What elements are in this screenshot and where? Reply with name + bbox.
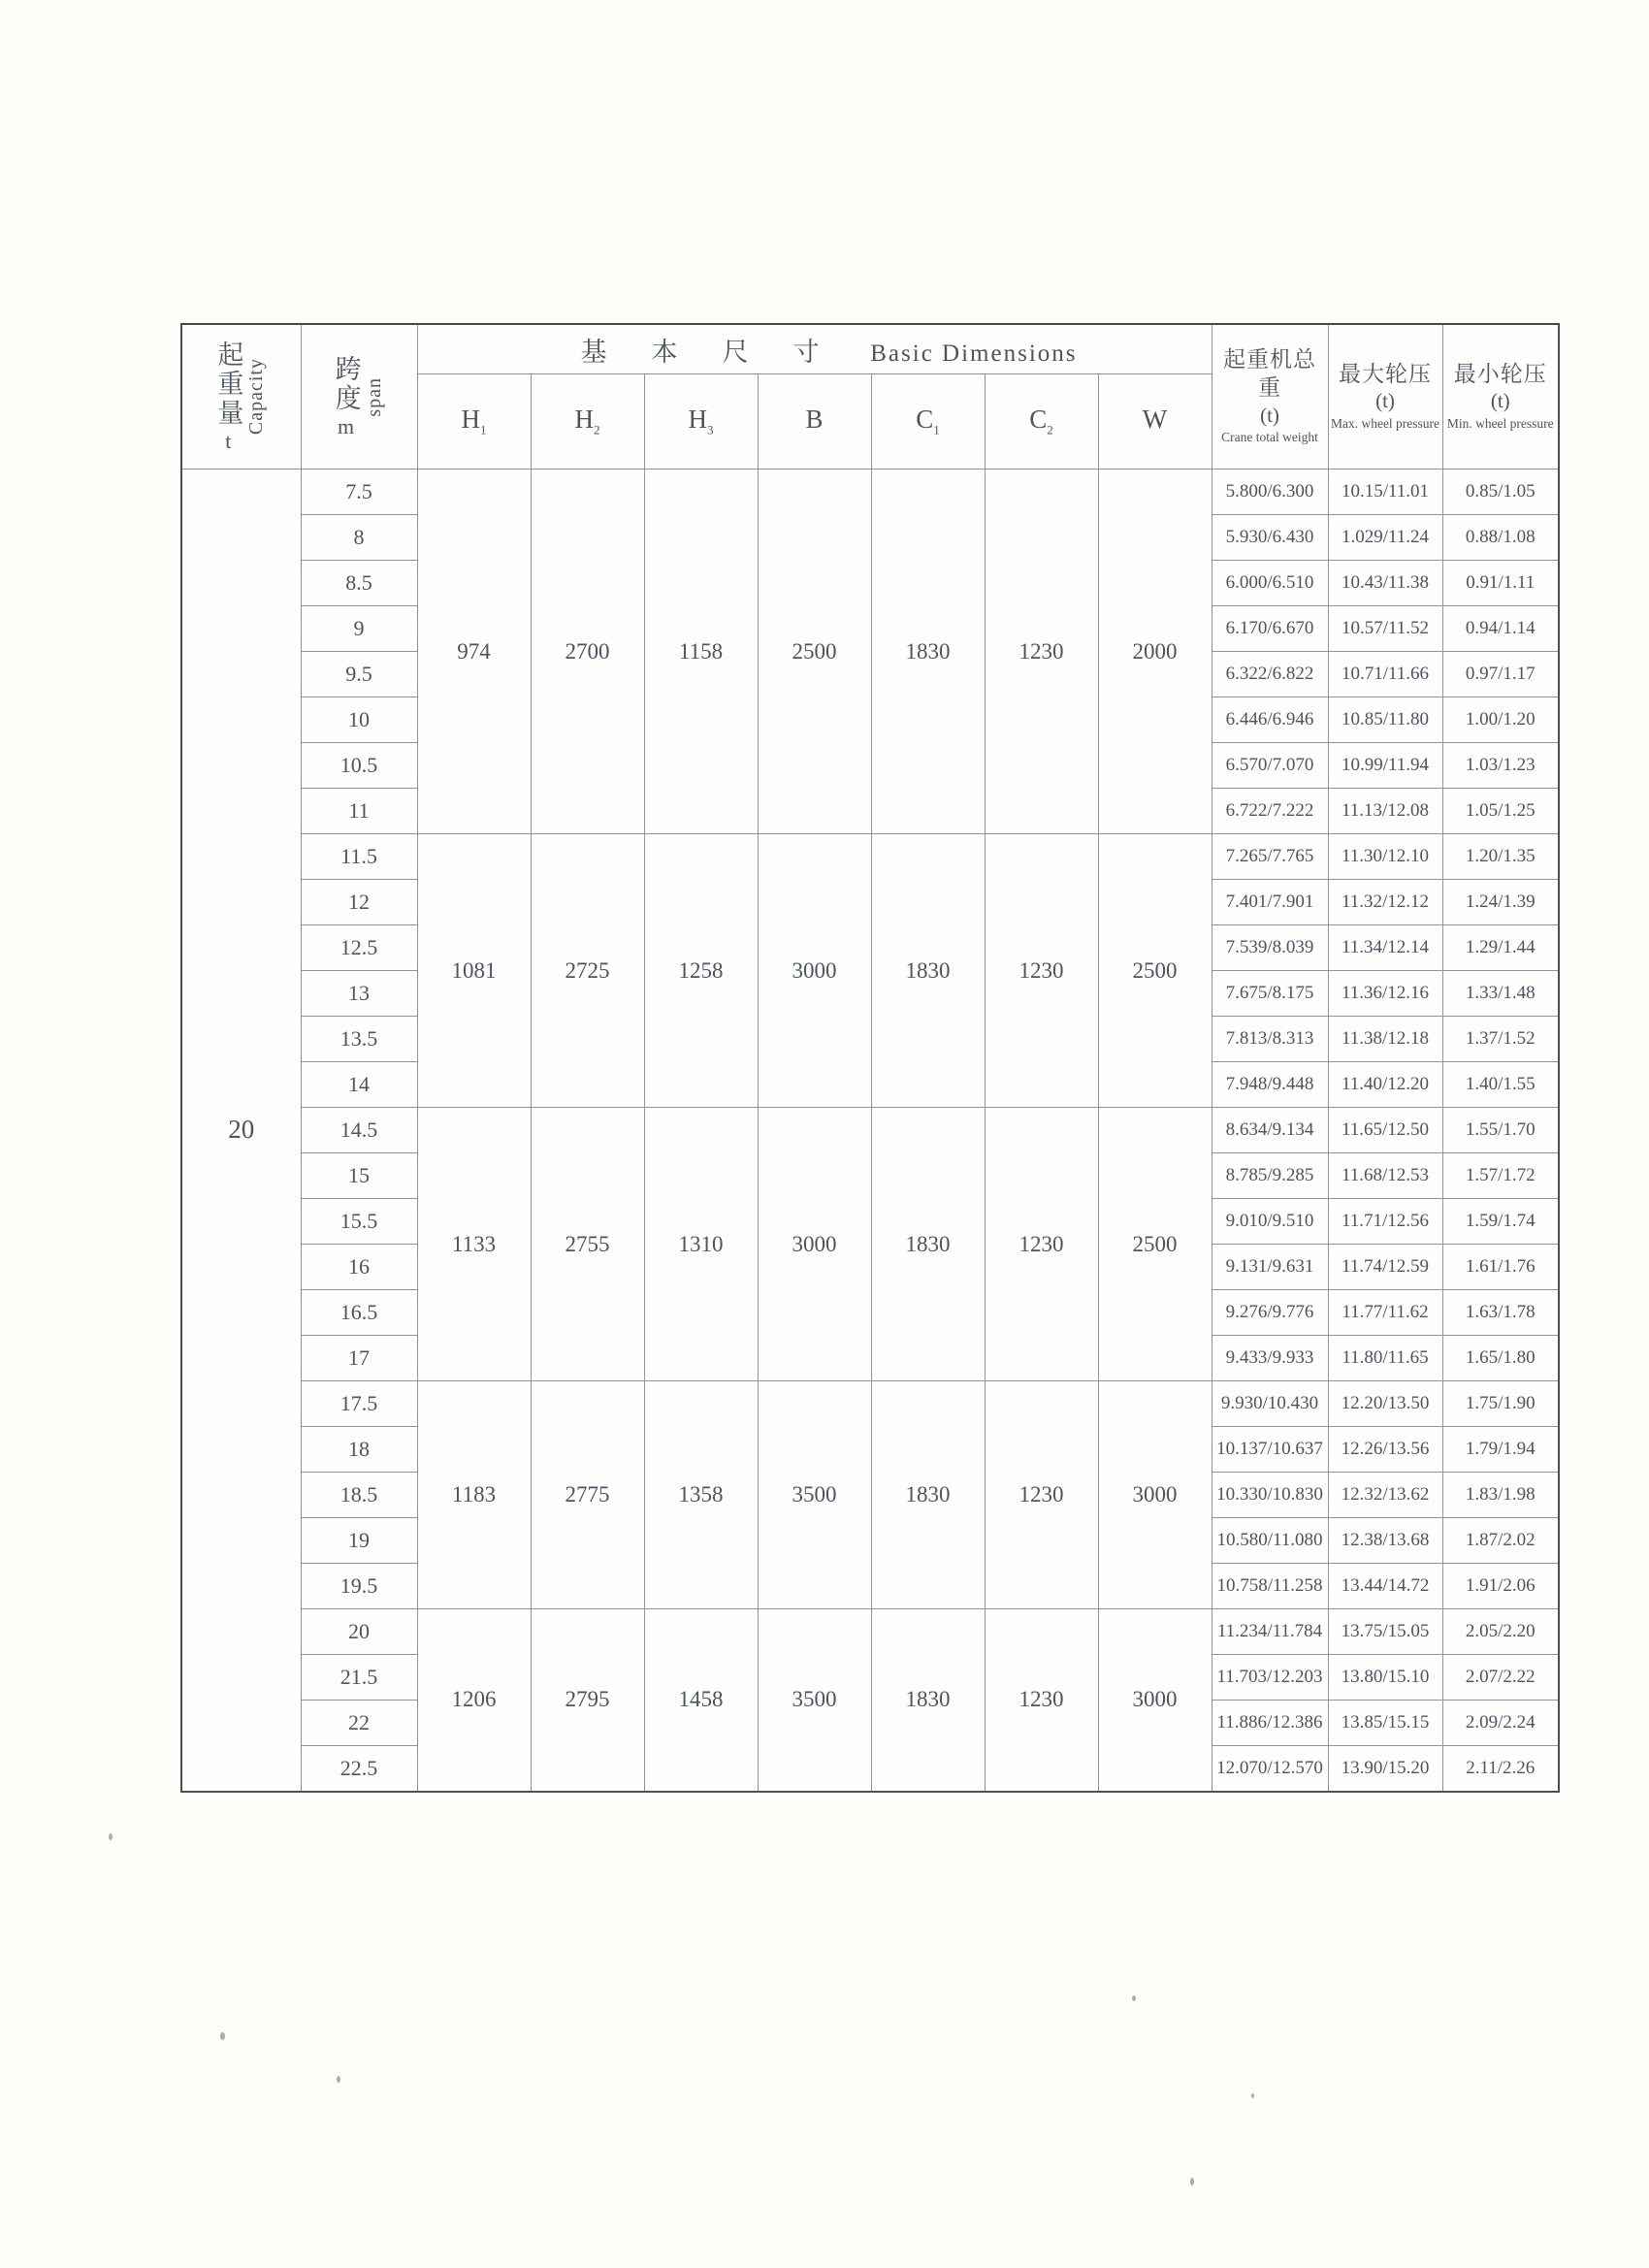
weight-cell: 9.276/9.776 <box>1212 1290 1328 1336</box>
dim-cell-c1: 1830 <box>871 1609 985 1792</box>
dim-cell-h2: 2725 <box>531 834 644 1108</box>
scan-speck <box>337 2076 340 2083</box>
max-pressure-cell: 11.80/11.65 <box>1328 1336 1442 1381</box>
span-cell: 17 <box>301 1336 417 1381</box>
weight-cell: 5.930/6.430 <box>1212 515 1328 561</box>
span-unit: m <box>337 414 355 439</box>
capacity-header-cell <box>181 324 301 470</box>
basic-dimensions-header-cell <box>417 324 1212 374</box>
span-cell: 9 <box>301 606 417 652</box>
span-cell: 7.5 <box>301 470 417 515</box>
max-pressure-cell: 11.65/12.50 <box>1328 1108 1442 1153</box>
h2-sub: 2 <box>594 422 600 437</box>
weight-cell: 7.265/7.765 <box>1212 834 1328 880</box>
weight-cell: 9.433/9.933 <box>1212 1336 1328 1381</box>
span-cell: 13.5 <box>301 1017 417 1062</box>
span-cell: 15 <box>301 1153 417 1199</box>
weight-cell: 7.675/8.175 <box>1212 971 1328 1017</box>
h3-sub: 3 <box>707 422 714 437</box>
dim-cell-c2: 1230 <box>985 1609 1098 1792</box>
max-pressure-cell: 10.99/11.94 <box>1328 743 1442 789</box>
b-label: B <box>805 405 824 435</box>
span-cell: 17.5 <box>301 1381 417 1427</box>
col-header-h3 <box>644 374 758 470</box>
dim-cell-b: 3500 <box>758 1609 871 1792</box>
scan-speck <box>109 1833 113 1840</box>
capacity-label-cn: 起重量 <box>213 340 243 429</box>
max-pressure-cell: 11.13/12.08 <box>1328 789 1442 834</box>
min-wheel-pressure-label-en: Min. wheel pressure <box>1446 415 1554 431</box>
min-pressure-cell: 1.20/1.35 <box>1442 834 1559 880</box>
max-pressure-cell: 12.38/13.68 <box>1328 1518 1442 1564</box>
min-pressure-cell: 1.55/1.70 <box>1442 1108 1559 1153</box>
h1-label: H <box>461 405 480 435</box>
dim-cell-h2: 2795 <box>531 1609 644 1792</box>
span-cn-wrap <box>332 355 359 437</box>
max-pressure-cell: 11.38/12.18 <box>1328 1017 1442 1062</box>
crane-total-weight-label-en: Crane total weight <box>1221 429 1318 444</box>
min-pressure-cell: 1.24/1.39 <box>1442 880 1559 925</box>
span-cell: 14 <box>301 1062 417 1108</box>
c2-sub: 2 <box>1047 422 1053 437</box>
dim-cell-h3: 1310 <box>644 1108 758 1381</box>
span-cell: 13 <box>301 971 417 1017</box>
max-pressure-cell: 11.71/12.56 <box>1328 1199 1442 1245</box>
dim-cell-h1: 1133 <box>417 1108 531 1381</box>
min-pressure-cell: 1.83/1.98 <box>1442 1473 1559 1518</box>
span-cell: 14.5 <box>301 1108 417 1153</box>
basic-dimensions-label-cn: 基本尺寸 <box>580 337 864 367</box>
span-cell: 19.5 <box>301 1564 417 1609</box>
dim-cell-h2: 2755 <box>531 1108 644 1381</box>
dim-cell-b: 3000 <box>758 1108 871 1381</box>
dim-cell-c2: 1230 <box>985 1108 1098 1381</box>
dim-cell-h1: 1183 <box>417 1381 531 1609</box>
min-pressure-cell: 1.65/1.80 <box>1442 1336 1559 1381</box>
weight-cell: 6.170/6.670 <box>1212 606 1328 652</box>
dim-cell-h3: 1458 <box>644 1609 758 1792</box>
weight-cell: 5.800/6.300 <box>1212 470 1328 515</box>
span-cell: 10.5 <box>301 743 417 789</box>
span-cell: 19 <box>301 1518 417 1564</box>
span-cell: 12 <box>301 880 417 925</box>
min-wheel-pressure-label-cn: 最小轮压 <box>1453 361 1547 386</box>
span-cell: 22.5 <box>301 1746 417 1792</box>
capacity-unit: t <box>225 429 232 454</box>
table-row <box>181 470 1559 515</box>
span-header <box>302 355 417 437</box>
weight-cell: 7.539/8.039 <box>1212 925 1328 971</box>
max-pressure-cell: 11.40/12.20 <box>1328 1062 1442 1108</box>
capacity-value-cell: 20 <box>181 470 301 1792</box>
min-pressure-cell: 1.00/1.20 <box>1442 697 1559 743</box>
min-pressure-cell: 2.09/2.24 <box>1442 1701 1559 1746</box>
min-pressure-cell: 0.85/1.05 <box>1442 470 1559 515</box>
weight-cell: 11.703/12.203 <box>1212 1655 1328 1701</box>
max-wheel-pressure-label-en: Max. wheel pressure <box>1330 415 1440 431</box>
min-pressure-cell: 1.79/1.94 <box>1442 1427 1559 1473</box>
min-pressure-cell: 1.37/1.52 <box>1442 1017 1559 1062</box>
span-cell: 11 <box>301 789 417 834</box>
max-pressure-cell: 13.80/15.10 <box>1328 1655 1442 1701</box>
span-cell: 9.5 <box>301 652 417 697</box>
span-cell: 12.5 <box>301 925 417 971</box>
min-wheel-pressure-header-cell <box>1442 324 1559 470</box>
min-pressure-cell: 1.05/1.25 <box>1442 789 1559 834</box>
c1-sub: 1 <box>933 422 940 437</box>
span-cell: 15.5 <box>301 1199 417 1245</box>
min-pressure-cell: 0.94/1.14 <box>1442 606 1559 652</box>
capacity-cn-wrap <box>214 340 242 452</box>
dim-cell-c2: 1230 <box>985 470 1098 834</box>
max-pressure-cell: 12.20/13.50 <box>1328 1381 1442 1427</box>
table-row <box>181 1108 1559 1153</box>
max-wheel-pressure-unit: (t) <box>1375 389 1395 413</box>
weight-cell: 6.000/6.510 <box>1212 561 1328 606</box>
max-pressure-cell: 11.74/12.59 <box>1328 1245 1442 1290</box>
span-cell: 8.5 <box>301 561 417 606</box>
dim-cell-c1: 1830 <box>871 1381 985 1609</box>
dim-cell-h1: 1206 <box>417 1609 531 1792</box>
max-pressure-cell: 12.32/13.62 <box>1328 1473 1442 1518</box>
dim-cell-c2: 1230 <box>985 834 1098 1108</box>
dim-cell-c2: 1230 <box>985 1381 1098 1609</box>
weight-cell: 7.948/9.448 <box>1212 1062 1328 1108</box>
weight-cell: 9.930/10.430 <box>1212 1381 1328 1427</box>
min-pressure-cell: 1.40/1.55 <box>1442 1062 1559 1108</box>
max-pressure-cell: 11.36/12.16 <box>1328 971 1442 1017</box>
h3-label: H <box>688 405 707 435</box>
h1-sub: 1 <box>480 422 487 437</box>
crane-total-weight-unit: (t) <box>1260 403 1279 427</box>
weight-cell: 6.722/7.222 <box>1212 789 1328 834</box>
dim-cell-c1: 1830 <box>871 1108 985 1381</box>
dim-cell-c1: 1830 <box>871 834 985 1108</box>
max-pressure-cell: 11.77/11.62 <box>1328 1290 1442 1336</box>
weight-cell: 12.070/12.570 <box>1212 1746 1328 1792</box>
max-pressure-cell: 10.85/11.80 <box>1328 697 1442 743</box>
dim-cell-b: 2500 <box>758 470 871 834</box>
dim-cell-h1: 974 <box>417 470 531 834</box>
span-cell: 18 <box>301 1427 417 1473</box>
min-pressure-cell: 0.97/1.17 <box>1442 652 1559 697</box>
weight-cell: 10.137/10.637 <box>1212 1427 1328 1473</box>
max-pressure-cell: 13.44/14.72 <box>1328 1564 1442 1609</box>
dim-cell-b: 3000 <box>758 834 871 1108</box>
weight-cell: 9.010/9.510 <box>1212 1199 1328 1245</box>
weight-cell: 11.886/12.386 <box>1212 1701 1328 1746</box>
max-pressure-cell: 10.71/11.66 <box>1328 652 1442 697</box>
col-header-h2 <box>531 374 644 470</box>
dim-cell-h3: 1158 <box>644 470 758 834</box>
capacity-header <box>182 340 301 452</box>
min-pressure-cell: 1.75/1.90 <box>1442 1381 1559 1427</box>
scan-speck <box>1251 2093 1254 2098</box>
capacity-label-en: Capacity <box>245 358 268 436</box>
min-pressure-cell: 1.91/2.06 <box>1442 1564 1559 1609</box>
dim-cell-w: 2000 <box>1098 470 1212 834</box>
span-label-en: span <box>363 376 385 417</box>
max-pressure-cell: 11.34/12.14 <box>1328 925 1442 971</box>
weight-cell: 10.330/10.830 <box>1212 1473 1328 1518</box>
weight-cell: 6.446/6.946 <box>1212 697 1328 743</box>
col-header-w <box>1098 374 1212 470</box>
weight-cell: 8.634/9.134 <box>1212 1108 1328 1153</box>
table-row <box>181 1381 1559 1427</box>
dim-cell-h2: 2775 <box>531 1381 644 1609</box>
min-pressure-cell: 2.11/2.26 <box>1442 1746 1559 1792</box>
col-header-c2 <box>985 374 1098 470</box>
span-label-cn: 跨度 <box>331 355 361 414</box>
header-row-1 <box>181 324 1559 374</box>
min-pressure-cell: 0.88/1.08 <box>1442 515 1559 561</box>
weight-cell: 8.785/9.285 <box>1212 1153 1328 1199</box>
min-pressure-cell: 1.87/2.02 <box>1442 1518 1559 1564</box>
dim-cell-h3: 1358 <box>644 1381 758 1609</box>
span-cell: 8 <box>301 515 417 561</box>
h2-label: H <box>574 405 594 435</box>
dim-cell-w: 2500 <box>1098 834 1212 1108</box>
dim-cell-h3: 1258 <box>644 834 758 1108</box>
max-wheel-pressure-header-cell <box>1328 324 1442 470</box>
col-header-h1 <box>417 374 531 470</box>
max-pressure-cell: 11.68/12.53 <box>1328 1153 1442 1199</box>
min-pressure-cell: 1.03/1.23 <box>1442 743 1559 789</box>
dim-cell-h1: 1081 <box>417 834 531 1108</box>
w-label: W <box>1142 405 1168 435</box>
weight-cell: 6.570/7.070 <box>1212 743 1328 789</box>
weight-cell: 6.322/6.822 <box>1212 652 1328 697</box>
span-header-cell <box>301 324 417 470</box>
span-cell: 18.5 <box>301 1473 417 1518</box>
weight-cell: 7.401/7.901 <box>1212 880 1328 925</box>
table-row <box>181 834 1559 880</box>
span-cell: 11.5 <box>301 834 417 880</box>
max-pressure-cell: 13.90/15.20 <box>1328 1746 1442 1792</box>
span-cell: 22 <box>301 1701 417 1746</box>
max-pressure-cell: 13.85/15.15 <box>1328 1701 1442 1746</box>
dim-cell-h2: 2700 <box>531 470 644 834</box>
span-cell: 10 <box>301 697 417 743</box>
min-wheel-pressure-unit: (t) <box>1490 389 1510 413</box>
min-pressure-cell: 1.63/1.78 <box>1442 1290 1559 1336</box>
crane-total-weight-header-cell <box>1212 324 1328 470</box>
weight-cell: 9.131/9.631 <box>1212 1245 1328 1290</box>
span-cell: 16 <box>301 1245 417 1290</box>
min-pressure-cell: 1.57/1.72 <box>1442 1153 1559 1199</box>
dim-cell-w: 3000 <box>1098 1609 1212 1792</box>
span-cell: 20 <box>301 1609 417 1655</box>
max-pressure-cell: 13.75/15.05 <box>1328 1609 1442 1655</box>
weight-cell: 10.580/11.080 <box>1212 1518 1328 1564</box>
dim-cell-c1: 1830 <box>871 470 985 834</box>
max-pressure-cell: 10.43/11.38 <box>1328 561 1442 606</box>
dim-cell-b: 3500 <box>758 1381 871 1609</box>
basic-dimensions-label-en: Basic Dimensions <box>870 340 1078 367</box>
min-pressure-cell: 0.91/1.11 <box>1442 561 1559 606</box>
crane-total-weight-label-cn: 起重机总重 <box>1223 347 1316 400</box>
max-wheel-pressure-label-cn: 最大轮压 <box>1339 361 1432 386</box>
scan-speck <box>1132 1995 1136 2001</box>
max-pressure-cell: 1.029/11.24 <box>1328 515 1442 561</box>
weight-cell: 7.813/8.313 <box>1212 1017 1328 1062</box>
dim-cell-w: 2500 <box>1098 1108 1212 1381</box>
min-pressure-cell: 1.61/1.76 <box>1442 1245 1559 1290</box>
max-pressure-cell: 11.30/12.10 <box>1328 834 1442 880</box>
scan-speck <box>1190 2178 1194 2186</box>
span-cell: 16.5 <box>301 1290 417 1336</box>
max-pressure-cell: 10.15/11.01 <box>1328 470 1442 515</box>
col-header-c1 <box>871 374 985 470</box>
weight-cell: 11.234/11.784 <box>1212 1609 1328 1655</box>
c2-label: C <box>1029 405 1048 435</box>
max-pressure-cell: 10.57/11.52 <box>1328 606 1442 652</box>
c1-label: C <box>916 405 934 435</box>
scan-speck <box>220 2032 225 2040</box>
min-pressure-cell: 1.29/1.44 <box>1442 925 1559 971</box>
min-pressure-cell: 2.07/2.22 <box>1442 1655 1559 1701</box>
col-header-b <box>758 374 871 470</box>
min-pressure-cell: 1.59/1.74 <box>1442 1199 1559 1245</box>
weight-cell: 10.758/11.258 <box>1212 1564 1328 1609</box>
max-pressure-cell: 12.26/13.56 <box>1328 1427 1442 1473</box>
min-pressure-cell: 1.33/1.48 <box>1442 971 1559 1017</box>
span-cell: 21.5 <box>301 1655 417 1701</box>
table-row <box>181 1609 1559 1655</box>
crane-dimensions-table <box>180 323 1560 1793</box>
min-pressure-cell: 2.05/2.20 <box>1442 1609 1559 1655</box>
max-pressure-cell: 11.32/12.12 <box>1328 880 1442 925</box>
dim-cell-w: 3000 <box>1098 1381 1212 1609</box>
